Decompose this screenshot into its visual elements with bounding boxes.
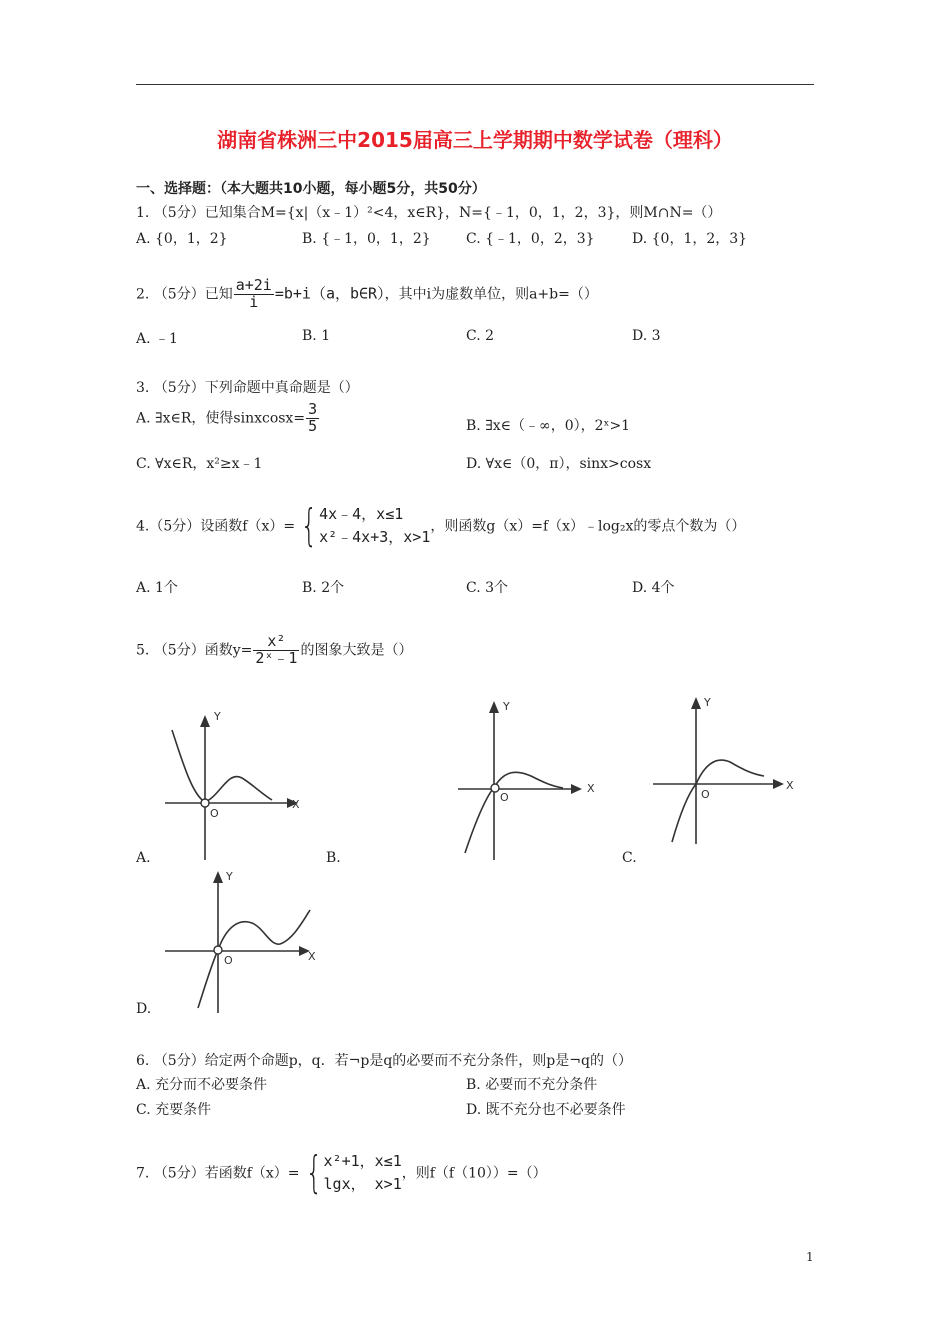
question-1-option-c: C. {﹣1，0，2，3} xyxy=(466,231,595,247)
question-5-denominator: 2ˣ﹣1 xyxy=(255,648,298,667)
graph-a xyxy=(160,710,310,865)
question-5-prefix: 5. （5分）函数y= xyxy=(136,642,253,659)
question-6-option-a: A. 充分而不必要条件 xyxy=(136,1077,268,1093)
graph-b xyxy=(455,698,605,863)
question-2-denominator: i xyxy=(249,292,259,311)
question-5-option-a: A. xyxy=(136,850,151,866)
question-7-case-1: x²+1，x≤1 xyxy=(323,1152,402,1170)
graph-d-y-arrow xyxy=(213,871,223,883)
question-1-stem: 1. （5分）已知集合M={x|（x﹣1）²<4，x∈R}，N={﹣1，0，1，2，3}，则M∩N=（） xyxy=(136,205,722,221)
question-3-option-c: C. ∀x∈R，x²≥x﹣1 xyxy=(136,456,263,472)
question-4-stem xyxy=(136,500,746,552)
question-3-option-a-text: A. ∃x∈R，使得sinxcosx= xyxy=(136,410,306,427)
question-2-stem xyxy=(136,278,598,311)
graph-c-y-arrow xyxy=(691,697,701,709)
question-3-option-a-fraction xyxy=(306,402,319,435)
question-4-prefix: 4.（5分）设函数f（x）= xyxy=(136,518,296,535)
graph-b-y-label: Y xyxy=(503,700,510,713)
question-7-prefix: 7. （5分）若函数f（x）= xyxy=(136,1165,300,1182)
header-rule xyxy=(136,84,814,85)
graph-c-origin-label: O xyxy=(701,788,710,801)
graph-b-y-arrow xyxy=(489,701,499,713)
graph-d-x-label: X xyxy=(308,950,316,963)
question-3-stem: 3. （5分）下列命题中真命题是（） xyxy=(136,380,359,396)
question-3-option-a-denominator: 5 xyxy=(308,416,318,435)
question-4-suffix: ，则函数g（x）=f（x）﹣log₂x的零点个数为（） xyxy=(430,518,746,535)
question-4-cases xyxy=(319,503,430,550)
graph-c-y-label: Y xyxy=(704,696,711,709)
question-5-suffix: 的图象大致是（） xyxy=(300,642,413,659)
graph-a-hollow-point xyxy=(201,799,209,807)
question-3-option-a xyxy=(136,402,320,435)
graph-c xyxy=(650,694,800,849)
graph-d-origin-label: O xyxy=(224,954,233,967)
graph-d-hollow-point xyxy=(214,946,222,954)
question-7-cases xyxy=(324,1150,402,1197)
question-6-option-c: C. 充要条件 xyxy=(136,1102,212,1118)
graph-a-x-label: X xyxy=(292,798,300,811)
question-2-equation: =b+i（a，b∈R） xyxy=(274,284,385,303)
question-6-stem: 6. （5分）给定两个命题p，q．若¬p是q的必要而不充分条件，则p是¬q的（） xyxy=(136,1053,632,1069)
question-4-brace: { xyxy=(300,500,318,552)
question-6-option-b: B. 必要而不充分条件 xyxy=(466,1077,598,1093)
question-2-option-c: C. 2 xyxy=(466,328,495,344)
question-5-fraction xyxy=(253,634,299,667)
question-1-option-d: D. {0，1，2，3} xyxy=(632,231,748,247)
graph-d-curve xyxy=(198,910,310,1008)
graph-c-x-label: X xyxy=(786,779,794,792)
question-3-option-d: D. ∀x∈（0，π），sinx>cosx xyxy=(466,456,652,472)
question-5-stem xyxy=(136,634,412,667)
question-3-option-a-numerator: 3 xyxy=(308,400,318,418)
page-title: 湖南省株洲三中2015届高三上学期期中数学试卷（理科） xyxy=(217,128,733,152)
graph-b-hollow-point xyxy=(491,784,499,792)
graph-b-curve xyxy=(465,772,563,853)
graph-a-y-arrow xyxy=(200,715,210,727)
question-3-option-b: B. ∃x∈（﹣∞，0），2ˣ>1 xyxy=(466,418,631,434)
graph-c-curve xyxy=(672,760,764,842)
graph-d-y-label: Y xyxy=(226,870,233,883)
question-4-option-c: C. 3个 xyxy=(466,580,509,596)
question-1-option-b: B. {﹣1，0，1，2} xyxy=(302,231,431,247)
question-7-stem xyxy=(136,1147,547,1199)
graph-d xyxy=(160,868,330,1018)
question-5-numerator: x² xyxy=(253,634,299,651)
question-2-suffix: ，其中i为虚数单位，则a+b=（） xyxy=(384,286,598,303)
question-5-option-d: D. xyxy=(136,1001,152,1017)
question-7-brace: { xyxy=(305,1147,322,1199)
page-number: 1 xyxy=(806,1250,814,1264)
question-5-option-b: B. xyxy=(326,850,341,866)
graph-c-x-arrow xyxy=(773,779,784,789)
graph-b-x-label: X xyxy=(587,782,595,795)
question-2-numerator: a+2i xyxy=(235,276,272,294)
question-6-option-d: D. 既不充分也不必要条件 xyxy=(466,1102,626,1118)
question-7-case-2: lgx， x>1 xyxy=(323,1175,402,1194)
question-4-case-2: x²﹣4x+3，x>1 xyxy=(319,528,431,547)
graph-a-origin-label: O xyxy=(210,807,219,820)
question-1-option-a: A. {0，1，2} xyxy=(136,231,228,247)
question-5-option-c: C. xyxy=(622,850,637,866)
question-2-option-d: D. 3 xyxy=(632,328,661,344)
question-2-option-a: A. ﹣1 xyxy=(136,331,178,347)
question-2-option-b: B. 1 xyxy=(302,328,331,344)
question-4-option-a: A. 1个 xyxy=(136,580,178,596)
graph-a-y-label: Y xyxy=(214,710,221,723)
section-heading: 一、选择题：（本大题共10小题，每小题5分，共50分） xyxy=(136,181,486,197)
question-4-option-b: B. 2个 xyxy=(302,580,345,596)
question-2-prefix: 2. （5分）已知 xyxy=(136,286,233,303)
question-2-fraction xyxy=(234,278,274,311)
graph-b-x-arrow xyxy=(571,784,582,794)
graph-b-origin-label: O xyxy=(500,791,509,804)
question-7-suffix: ，则f（f（10））=（） xyxy=(401,1165,547,1182)
question-4-option-d: D. 4个 xyxy=(632,580,675,596)
graph-a-curve xyxy=(172,730,272,802)
question-4-case-1: 4x﹣4，x≤1 xyxy=(319,505,404,523)
